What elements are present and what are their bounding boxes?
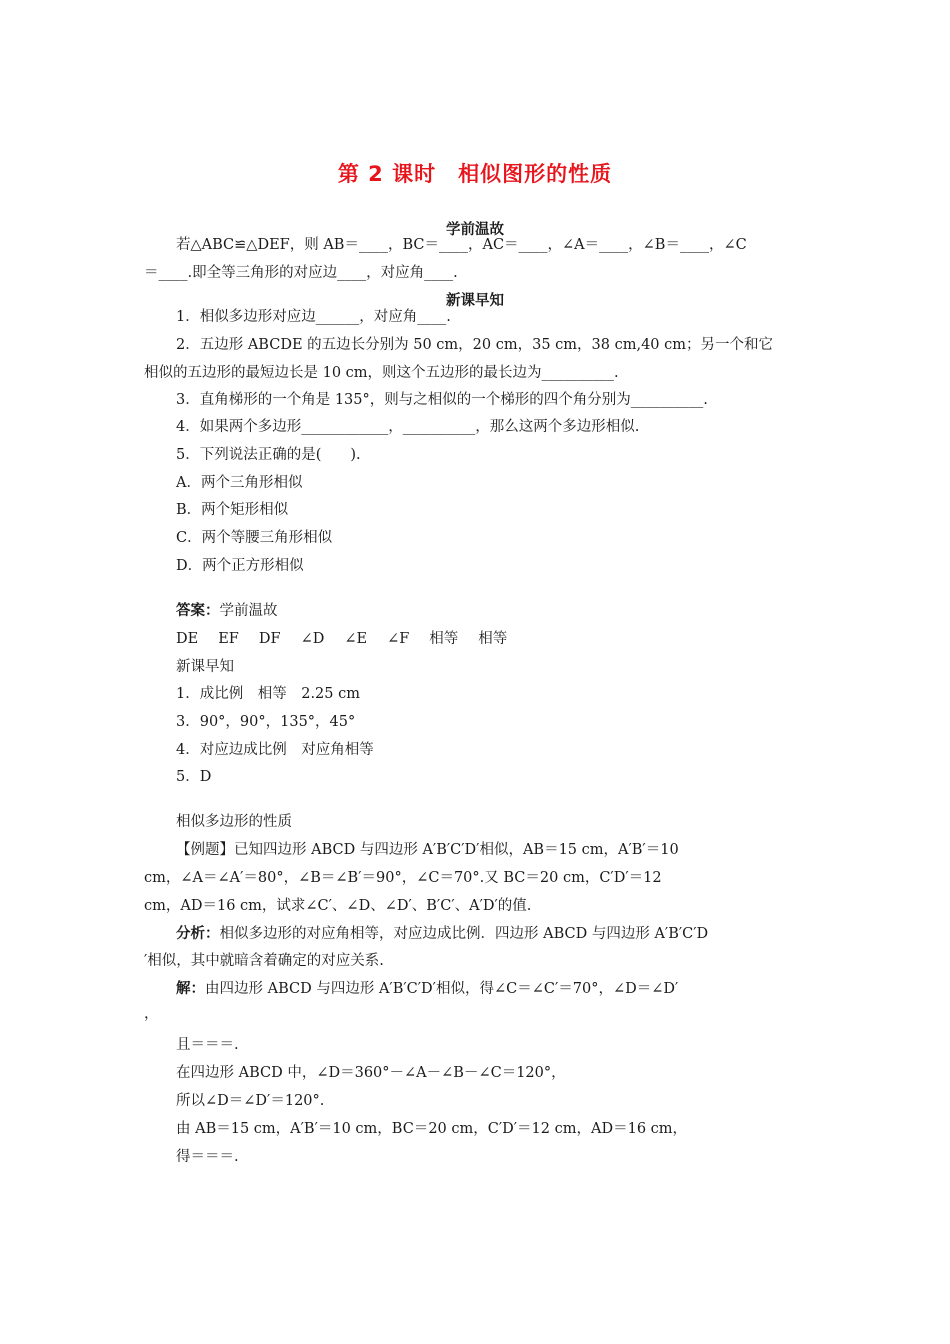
- analysis-label: 分析：: [176, 926, 220, 942]
- review-line-2: ＝____.即全等三角形的对应边____，对应角____.: [144, 265, 458, 281]
- answer-1: 1．成比例 相等 2.25 cm: [176, 686, 360, 702]
- question-1: 1．相似多边形对应边______，对应角____.: [176, 309, 451, 325]
- example-line-1: [176, 840, 679, 860]
- option-c: C．两个等腰三角形相似: [176, 530, 333, 546]
- page-title: 第 2 课时 相似图形的性质: [337, 162, 613, 186]
- answers-review-label: 学前温故: [219, 603, 278, 619]
- option-a: A．两个三角形相似: [176, 475, 303, 491]
- example-tag: 【例题】: [176, 842, 234, 858]
- solution-line-5: 所以∠D＝∠D′＝120°.: [176, 1093, 325, 1109]
- analysis-text: 相似多边形的对应角相等，对应边成比例．四边形 ABCD 与四边形 A′B′C′D: [219, 926, 709, 942]
- answer-3: 3．90°，90°，135°，45°: [176, 714, 356, 730]
- solution-line-2: ，: [144, 1006, 159, 1022]
- review-heading: 学前温故: [446, 222, 504, 238]
- answer-value: 相等: [478, 631, 508, 647]
- solution-text: 由四边形 ABCD 与四边形 A′B′C′D′相似，得∠C＝∠C′＝70°，∠D＝∠D′: [205, 981, 679, 997]
- answer-value: 相等: [429, 631, 459, 647]
- solution-line-7: 得＝＝＝.: [176, 1149, 239, 1165]
- solution-label: 解：: [176, 981, 205, 997]
- option-d: D．两个正方形相似: [176, 558, 304, 574]
- question-3: 3．直角梯形的一个角是 135°，则与之相似的一个梯形的四个角分别为__________.: [176, 392, 708, 408]
- answers-review-values: [176, 629, 507, 649]
- preview-heading: 新课早知: [446, 293, 504, 309]
- analysis-line-2: ′相似，其中就暗含着确定的对应关系.: [144, 953, 384, 969]
- answer-value: DE: [176, 631, 199, 647]
- solution-line-1: [176, 979, 678, 999]
- answer-4: 4．对应边成比例 对应角相等: [176, 742, 374, 758]
- answer-value: ∠E: [344, 631, 368, 647]
- analysis-line-1: [176, 924, 708, 944]
- solution-line-4: 在四边形 ABCD 中，∠D＝360°－∠A－∠B－∠C＝120°，: [176, 1065, 566, 1081]
- answer-value: ∠F: [387, 631, 410, 647]
- example-line-3: cm，AD＝16 cm，试求∠C′、∠D、∠D′、B′C′、A′D′的值.: [144, 898, 532, 914]
- answers-label: 答案：: [176, 603, 220, 619]
- example-text: 已知四边形 ABCD 与四边形 A′B′C′D′相似，AB＝15 cm，A′B′＝10: [234, 842, 679, 858]
- answers-preview-label: 新课早知: [176, 659, 234, 675]
- answer-value: EF: [218, 631, 239, 647]
- solution-line-3: 且＝＝＝.: [176, 1037, 239, 1053]
- review-line-1: 若△ABC≌△DEF，则 AB＝____，BC＝____，AC＝____，∠A＝____，∠B＝____，∠C: [176, 237, 747, 253]
- example-topic: 相似多边形的性质: [176, 814, 292, 830]
- option-b: B．两个矩形相似: [176, 502, 289, 518]
- question-2-line-2: 相似的五边形的最短边长是 10 cm，则这个五边形的最长边为__________.: [144, 365, 619, 381]
- question-2-line-1: 2．五边形 ABCDE 的五边长分别为 50 cm，20 cm，35 cm，38 cm,40 cm；另一个和它: [176, 337, 774, 353]
- answer-5: 5．D: [176, 769, 212, 785]
- answer-value: ∠D: [300, 631, 325, 647]
- example-line-2: cm，∠A＝∠A′＝80°，∠B＝∠B′＝90°，∠C＝70°.又 BC＝20 cm，C′D′＝12: [144, 870, 662, 886]
- question-5: 5．下列说法正确的是( ).: [176, 447, 361, 463]
- answers-heading: [176, 601, 278, 621]
- question-4: 4．如果两个多边形____________，__________，那么这两个多边形相似.: [176, 419, 640, 435]
- answer-value: DF: [258, 631, 281, 647]
- solution-line-6: 由 AB＝15 cm，A′B′＝10 cm，BC＝20 cm，C′D′＝12 cm，AD＝16 cm，: [176, 1121, 688, 1137]
